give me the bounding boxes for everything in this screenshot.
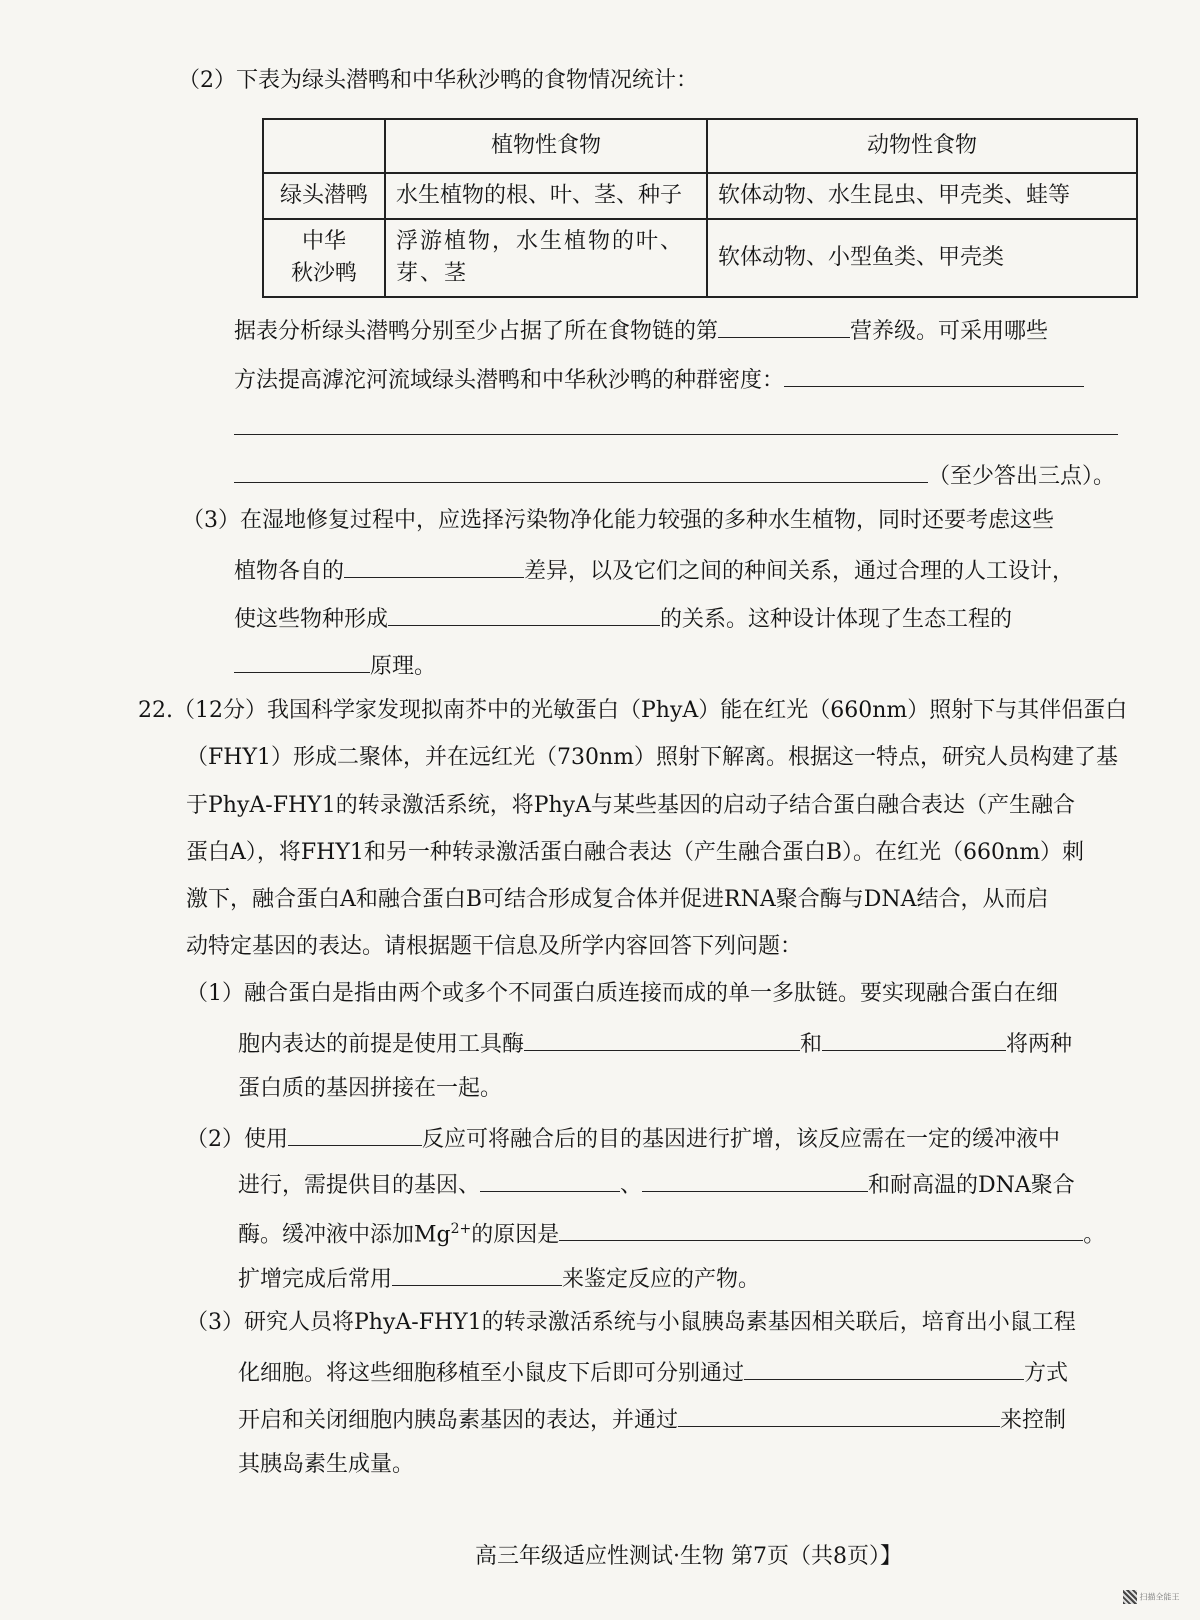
- page-footer: 高三年级适应性测试·生物 第7页（共8页）】: [475, 1544, 902, 1569]
- answer-blank[interactable]: [480, 1167, 620, 1192]
- header-animal-food: 动物性食物: [707, 119, 1137, 173]
- q22-stem-line: 于PhyA-FHY1的转录激活系统，将PhyA与某些基因的启动子结合蛋白融合表达（产生融合: [186, 793, 1075, 818]
- q22-3-line3: [238, 1402, 1066, 1436]
- text: 进行，需提供目的基因、: [238, 1173, 481, 1198]
- q22-1-line2: [238, 1026, 1072, 1060]
- row-animal: 软体动物、水生昆虫、甲壳类、蛙等: [707, 173, 1137, 219]
- text: 。: [1083, 1222, 1106, 1248]
- scanner-watermark: [1123, 1590, 1193, 1612]
- q21-3-line2: [234, 553, 1074, 587]
- text: 来控制: [1000, 1408, 1067, 1433]
- q21-2-line4: [234, 458, 1115, 492]
- q21-3-line3: [234, 601, 1012, 635]
- q22-2-line2: [238, 1167, 1075, 1201]
- answer-blank[interactable]: [388, 601, 660, 626]
- text: 化细胞。将这些细胞移植至小鼠皮下后即可分别通过: [238, 1361, 745, 1386]
- qr-code-icon: [1123, 1590, 1137, 1604]
- text: 胞内表达的前提是使用工具酶: [238, 1032, 525, 1057]
- q22-3-line1: （3）研究人员将PhyA-FHY1的转录激活系统与小鼠胰岛素基因相关联后，培育出小鼠工程: [186, 1310, 1076, 1335]
- text: 将两种: [1006, 1032, 1073, 1057]
- text: 方法提高滹沱河流域绿头潜鸭和中华秋沙鸭的种群密度：: [234, 368, 785, 393]
- table-row: [263, 173, 1137, 219]
- answer-blank[interactable]: [784, 362, 1084, 387]
- answer-blank[interactable]: [234, 648, 370, 673]
- q22-stem-line: 22.（12分）我国科学家发现拟南芥中的光敏蛋白（PhyA）能在红光（660nm）照射下与其伴侣蛋白: [138, 698, 1128, 723]
- answer-blank[interactable]: [718, 313, 850, 338]
- table-header-row: [263, 119, 1137, 173]
- q22-stem-line: 激下，融合蛋白A和融合蛋白B可结合形成复合体并促进RNA聚合酶与DNA结合，从而启: [186, 887, 1049, 912]
- food-table: [262, 118, 1138, 298]
- row-name-line1: 中华: [301, 229, 346, 254]
- q22-1-line1: （1）融合蛋白是指由两个或多个不同蛋白质连接而成的单一多肽链。要实现融合蛋白在细: [186, 981, 1059, 1006]
- text: 原理。: [370, 654, 437, 679]
- text: 差异，以及它们之间的种间关系，通过合理的人工设计，: [524, 559, 1075, 584]
- answer-blank[interactable]: [234, 458, 928, 483]
- text: 方式: [1024, 1361, 1069, 1386]
- answer-blank[interactable]: [744, 1355, 1024, 1380]
- answer-blank[interactable]: [344, 553, 524, 578]
- table-corner: [263, 119, 385, 173]
- text: （至少答出三点）。: [928, 464, 1116, 489]
- row-animal: 软体动物、小型鱼类、甲壳类: [707, 219, 1137, 297]
- q22-3-line4: 其胰岛素生成量。: [238, 1452, 415, 1477]
- text: 植物各自的: [234, 559, 345, 584]
- q21-2-line3: [234, 410, 1118, 444]
- text: 的原因是: [471, 1222, 560, 1248]
- text: 反应可将融合后的目的基因进行扩增，该反应需在一定的缓冲液中: [422, 1127, 1061, 1152]
- answer-blank[interactable]: [234, 410, 1118, 435]
- text: 扩增完成后常用: [238, 1267, 393, 1292]
- q22-stem-line: 蛋白A），将FHY1和另一种转录激活蛋白融合表达（产生融合蛋白B）。在红光（660nm）刺: [186, 840, 1085, 865]
- text: 开启和关闭细胞内胰岛素基因的表达，并通过: [238, 1408, 679, 1433]
- q22-2-line3: [238, 1214, 1105, 1250]
- row-name-line2: 秋沙鸭: [290, 261, 357, 286]
- answer-blank[interactable]: [559, 1216, 1083, 1241]
- q22-3-line2: [238, 1355, 1068, 1389]
- row-name: 绿头潜鸭: [263, 173, 385, 219]
- answer-blank[interactable]: [392, 1261, 562, 1286]
- watermark-text: 扫描全能王: [1139, 1592, 1180, 1602]
- q22-2-line1: [186, 1121, 1060, 1155]
- table-row: [263, 219, 1137, 297]
- header-plant-food: 植物性食物: [385, 119, 707, 173]
- q22-1-line3: 蛋白质的基因拼接在一起。: [238, 1076, 503, 1101]
- text: 来鉴定反应的产物。: [562, 1267, 761, 1292]
- text: 据表分析绿头潜鸭分别至少占据了所在食物链的第: [234, 319, 719, 344]
- superscript: 2+: [450, 1221, 472, 1237]
- text: 营养级。可采用哪些: [850, 319, 1049, 344]
- row-name: [263, 219, 385, 297]
- q21-2-line1: [234, 313, 1048, 347]
- answer-blank[interactable]: [822, 1026, 1006, 1051]
- answer-blank[interactable]: [288, 1121, 422, 1146]
- row-plant: 浮游植物，水生植物的叶、芽、茎: [385, 219, 707, 297]
- q21-3-line1: （3）在湿地修复过程中，应选择污染物净化能力较强的多种水生植物，同时还要考虑这些: [182, 508, 1055, 533]
- text: 和耐高温的DNA聚合: [868, 1173, 1075, 1198]
- q21-3-line4: [234, 648, 436, 682]
- answer-blank[interactable]: [678, 1402, 1000, 1427]
- text: 和: [800, 1032, 823, 1057]
- q22-2-line4: [238, 1261, 760, 1295]
- text: 、: [620, 1173, 643, 1198]
- answer-blank[interactable]: [524, 1026, 800, 1051]
- text: 的关系。这种设计体现了生态工程的: [660, 607, 1013, 632]
- q21-2-line2: [234, 362, 1084, 396]
- q21-2-intro: （2）下表为绿头潜鸭和中华秋沙鸭的食物情况统计：: [178, 68, 698, 93]
- text: （2）使用: [186, 1127, 288, 1152]
- answer-blank[interactable]: [642, 1167, 868, 1192]
- text: 酶。缓冲液中添加Mg: [238, 1222, 451, 1248]
- row-plant: 水生植物的根、叶、茎、种子: [385, 173, 707, 219]
- text: 使这些物种形成: [234, 607, 389, 632]
- q22-stem-line: 动特定基因的表达。请根据题干信息及所学内容回答下列问题：: [186, 934, 803, 959]
- q22-stem-line: （FHY1）形成二聚体，并在远红光（730nm）照射下解离。根据这一特点，研究人员构建了基: [186, 745, 1118, 770]
